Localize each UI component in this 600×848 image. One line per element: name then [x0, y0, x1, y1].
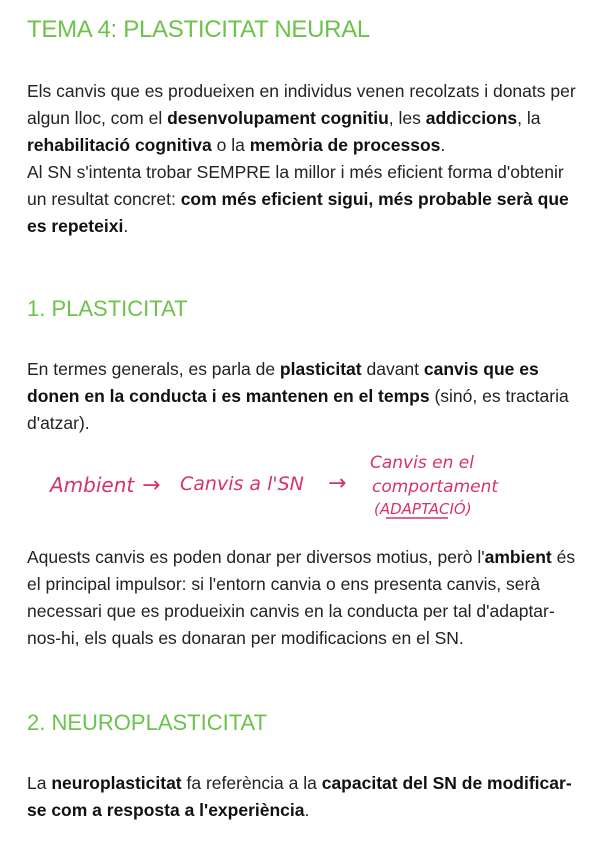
text-span: Aquests canvis es poden donar per diversos motius, però l' [27, 547, 485, 567]
section-heading: 1. PLASTICITAT [27, 296, 188, 321]
neuroplasticity-paragraph [27, 770, 577, 824]
text-span: Al SN s'intenta trobar SEMPRE la millor i més eficient forma d'obtenir un resultat concret: [27, 162, 564, 209]
document-title: TEMA 4: PLASTICITAT NEURAL [27, 16, 370, 43]
bold-term: canvis que es donen en la conducta i es mantenen en el temps [27, 359, 539, 406]
bold-term: addiccions [425, 108, 518, 128]
text-span: davant [361, 359, 424, 379]
bold-term: rehabilitació cognitiva [27, 135, 212, 155]
text-span: En termes generals, es parla de [27, 359, 280, 379]
bold-term: memòria de processos [249, 135, 441, 155]
text-span: , la [517, 108, 541, 128]
text-span: és el principal impulsor: si l'entorn canvia o ens presenta canvis, serà necessari que es produeixin canvis en la conducta per tal d'adaptar-nos-hi, els quals es donaran per modificacions en el SN. [27, 547, 576, 648]
bold-term: capacitat del SN de modificar-se com a resposta a l'experiència [27, 773, 572, 820]
bold-term: plasticitat [279, 359, 362, 379]
handwritten-adaptacio: (ADAPTACIÓ) [374, 500, 472, 518]
bold-term: desenvolupament cognitiu [167, 108, 389, 128]
handwritten-diagram [40, 440, 560, 530]
bold-term: ambient [484, 547, 552, 567]
bold-term: com més eficient sigui, més probable serà que es repeteixi [27, 189, 569, 236]
text-span: (sinó, es tractaria d'atzar). [27, 386, 569, 433]
text-span: La [27, 773, 52, 793]
arrow-icon: → [142, 473, 161, 498]
handwritten-canvis-comportament: Canvis en el [370, 453, 474, 473]
handwritten-canvis-comportament: comportament [372, 477, 499, 497]
bold-term: neuroplasticitat [51, 773, 182, 793]
text-span: , les [388, 108, 426, 128]
arrow-icon: → [328, 471, 347, 496]
text-span: . [304, 800, 310, 820]
plasticity-paragraph [27, 356, 577, 437]
text-span: o la [211, 135, 250, 155]
text-span: . [440, 135, 446, 155]
text-span: . [123, 216, 129, 236]
intro-paragraph [27, 78, 577, 240]
handwritten-ambient: Ambient [50, 473, 135, 497]
text-span: Els canvis que es produeixen en individus venen recolzats i donats per algun lloc, com el [27, 81, 576, 128]
text-span: fa referència a la [181, 773, 322, 793]
handwritten-canvis-sn: Canvis a l'SN [180, 473, 304, 495]
ambient-paragraph [27, 544, 577, 652]
section-heading: 2. NEUROPLASTICITAT [27, 710, 268, 735]
